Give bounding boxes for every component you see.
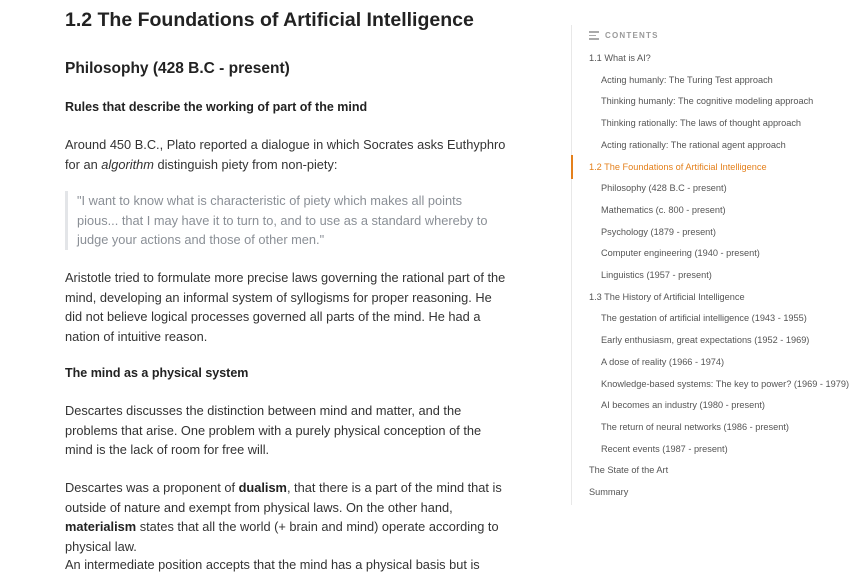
toc-item[interactable]: The return of neural networks (1986 - present) [601,421,789,432]
toc-item[interactable]: Linguistics (1957 - present) [601,270,712,280]
toc-item[interactable]: Philosophy (428 B.C - present) [601,183,727,194]
toc-item[interactable]: Recent events (1987 - present) [601,443,728,454]
toc-item[interactable]: 1.2 The Foundations of Artificial Intelligence [589,161,767,172]
toc-item[interactable]: Thinking rationally: The laws of thought approach [601,118,802,129]
section-heading: Philosophy (428 B.C - present) [65,60,290,77]
toc-item[interactable]: Acting humanly: The Turing Test approach [601,74,773,85]
subheading-rules: Rules that describe the working of part of the mind [65,100,368,114]
materialism-term: materialism [65,519,137,535]
toc-item[interactable]: 1.1 What is AI? [589,53,651,63]
paragraph-aristotle: Aristotle tried to formulate more precise laws governing the rational part of the mind, developing an informal system of syllogisms for proper reasoning. He did not believe logical processes governed all parts of the mind. He had a nation of intuitive reason. [65,270,506,345]
toc-item[interactable]: Thinking humanly: The cognitive modeling approach [601,96,814,107]
toc-item[interactable]: AI becomes an industry (1980 - present) [601,400,765,411]
toc-header [589,29,659,42]
active-indicator [571,155,573,179]
paragraph-plato: Around 450 B.C., Plato reported a dialogue in which Socrates asks Euthyphro for an algorithm distinguish piety from non-piety: [65,137,506,172]
toc-item[interactable]: Computer engineering (1940 - present) [601,248,760,259]
toc-item[interactable]: The State of the Art [589,465,669,476]
toc-item[interactable]: Psychology (1879 - present) [601,226,716,237]
algorithm-term: algorithm [101,156,154,172]
subheading-physical-system: The mind as a physical system [65,366,249,380]
paragraph-intermediate: An intermediate position accepts that the mind has a physical basis but is [65,557,480,572]
list-icon [589,29,599,42]
table-of-contents [571,25,849,505]
dualism-term: dualism [238,480,287,495]
quote-block: "I want to know what is characteristic of piety which makes all points pious... that I may have it to turn to, and to use as a standard whereby to judge your actions and those of other men." [65,191,497,250]
toc-item[interactable]: Early enthusiasm, great expectations (1952 - 1969) [601,335,810,346]
toc-item[interactable]: The gestation of artificial intelligence (1943 - 1955) [601,313,807,324]
toc-item[interactable]: 1.3 The History of Artificial Intelligence [589,291,745,302]
toc-item[interactable]: Mathematics (c. 800 - present) [601,204,726,215]
paragraph-descartes-2: Descartes was a proponent of dualism, that there is a part of the mind that is outside of nature and exempt from physical laws. On the other hand, materialism states that all the world (+ brain and mind) operate according to physical law. [65,480,502,555]
toc-item[interactable]: Knowledge-based systems: The key to power? (1969 - 1979) [601,378,849,389]
paragraph-descartes-1: Descartes discusses the distinction between mind and matter, and the problems that arise. One problem with a purely physical conception of the mind is the lack of room for free will. [65,403,482,458]
toc-heading: CONTENTS [605,30,659,40]
page-title: 1.2 The Foundations of Artificial Intelligence [65,9,474,31]
toc-item[interactable]: Acting rationally: The rational agent approach [601,139,786,150]
toc-item[interactable]: A dose of reality (1966 - 1974) [601,356,725,367]
toc-item[interactable]: Summary [589,487,629,497]
